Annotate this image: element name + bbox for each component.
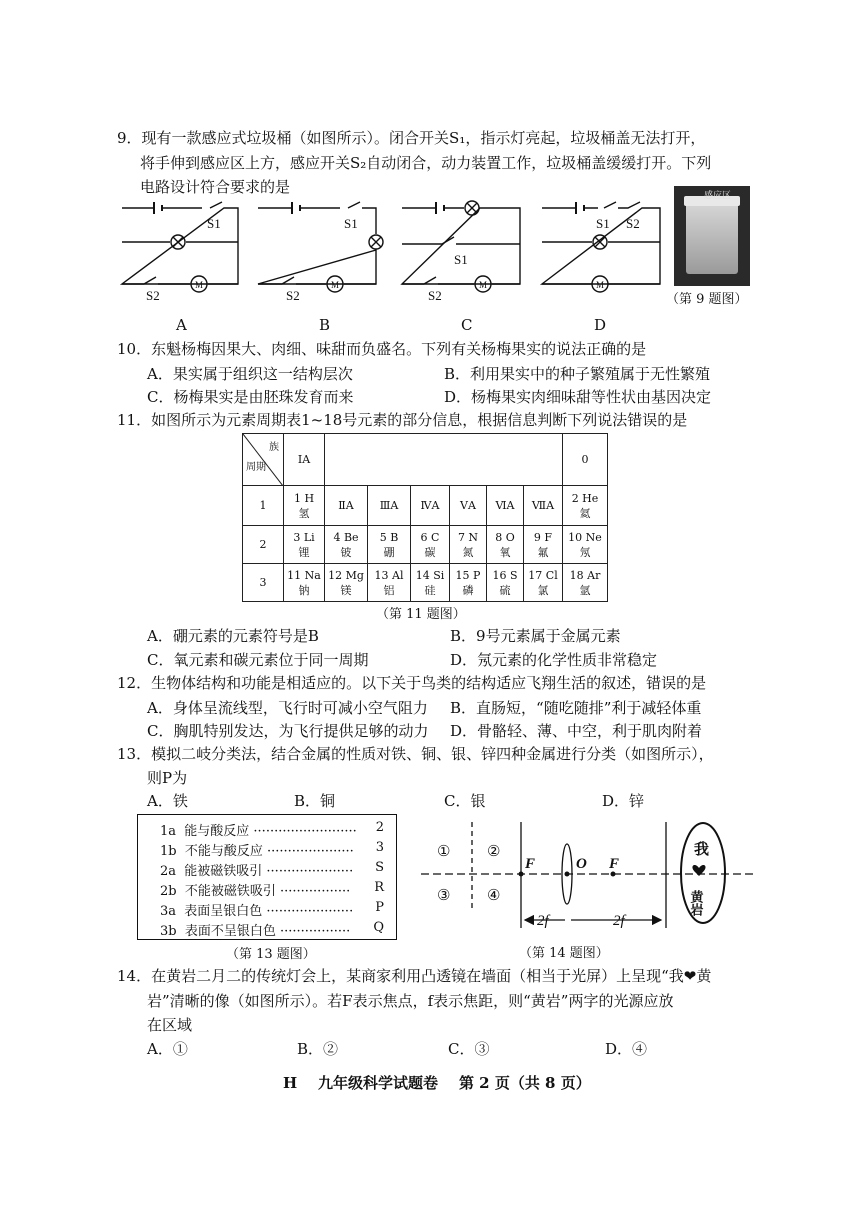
key-row: 2a 能被磁铁吸引 ····················· (160, 864, 354, 879)
q14-option-d: D．④ (605, 1040, 648, 1058)
q11-option-c: C．氧元素和碳元素位于同一周期 (147, 651, 369, 669)
element-ar: 18 Ar 氩 (563, 564, 608, 602)
focal-point-right (611, 872, 616, 877)
q9-stem-line2: 将手伸到感应区上方，感应开关S₂自动闭合，动力装置工作，垃圾桶盖缓缓打开。下列 (140, 154, 712, 172)
element-f: 9 F 氟 (524, 526, 563, 564)
q12-stem: 12．生物体结构和功能是相适应的。以下关于鸟类的结构适应飞翔生活的叙述，错误的是 (117, 674, 707, 692)
key-row: 3b 表面不呈银白色 ················· (160, 924, 351, 939)
q14-option-a: A．① (147, 1040, 188, 1058)
region-4: ④ (487, 888, 501, 904)
key-result: 3 (375, 840, 384, 855)
page-footer: H 九年级科学试题卷 第 2 页（共 8 页） (283, 1074, 591, 1092)
key-result: P (375, 900, 384, 915)
periodic-table (242, 433, 608, 602)
focal-point-left (519, 872, 524, 877)
element-he: 2 He 氦 (563, 486, 608, 526)
label-s1-b: S1 (344, 216, 358, 231)
circuit-c (402, 201, 520, 292)
group-va: ⅤA (450, 486, 487, 526)
q12-option-a: A．身体呈流线型，飞行时可减小空气阻力 (147, 699, 428, 717)
q14-stem-line3: 在区域 (147, 1016, 193, 1034)
label-s2-d: S2 (626, 216, 640, 231)
key-result: S (375, 860, 384, 875)
element-c: 6 C 碳 (411, 526, 450, 564)
q14-option-c: C．③ (448, 1040, 490, 1058)
q13-option-d: D．锌 (602, 792, 645, 810)
circuit-label-d: D (594, 316, 607, 334)
label-s2-b: S2 (286, 288, 300, 303)
q10-option-d: D．杨梅果实肉细味甜等性状由基因决定 (444, 388, 712, 406)
q9-caption: （第 9 题图） (666, 292, 748, 307)
key-row: 1b 不能与酸反应 ····················· (160, 844, 354, 859)
key-row: 3a 表面呈银白色 ····················· (160, 904, 354, 919)
q10-option-b: B．利用果实中的种子繁殖属于无性繁殖 (444, 365, 711, 383)
group-iia: ⅡA (325, 486, 368, 526)
label-s2-a: S2 (146, 288, 160, 303)
twof-label-right: 2f (613, 913, 625, 929)
circuit-label-c: C (461, 316, 473, 334)
q14-option-b: B．② (297, 1040, 339, 1058)
q13-option-c: C．银 (444, 792, 486, 810)
q13-option-a: A．铁 (147, 792, 188, 810)
q14-stem-line1: 14．在黄岩二月二的传统灯会上，某商家利用凸透镜在墙面（相当于光屏）上呈现“我❤黄 (117, 967, 712, 985)
sensor-zone-label: 感应区 (704, 191, 732, 201)
element-b: 5 B 硼 (368, 526, 411, 564)
element-s: 16 S 硫 (487, 564, 524, 602)
label-s2-c: S2 (428, 288, 442, 303)
label-s1-d: S1 (596, 216, 610, 231)
region-3: ③ (437, 888, 451, 904)
q13-stem-line1: 13．模拟二岐分类法，结合金属的性质对铁、铜、银、锌四种金属进行分类（如图所示）， (117, 745, 714, 763)
motor-a: M (195, 280, 204, 290)
q11-stem: 11．如图所示为元素周期表1~18号元素的部分信息，根据信息判断下列说法错误的是 (117, 411, 688, 429)
q12-option-c: C．胸肌特别发达，为飞行提供足够的动力 (147, 722, 429, 740)
element-p: 15 P 磷 (450, 564, 487, 602)
element-n: 7 N 氮 (450, 526, 487, 564)
key-result: 2 (375, 820, 384, 835)
group-via: ⅥA (487, 486, 524, 526)
key-result: Q (373, 920, 384, 935)
q13-caption: （第 13 题图） (226, 947, 316, 962)
optical-center-label: O (576, 856, 587, 872)
q13-option-b: B．铜 (294, 792, 336, 810)
q12-option-b: B．直肠短，“随吃随排”利于减轻体重 (450, 699, 702, 717)
element-al: 13 Al 铝 (368, 564, 411, 602)
q14-stem-line2: 岩”清晰的像（如图所示）。若F表示焦点，f表示焦距，则“黄岩”两字的光源应放 (147, 992, 674, 1010)
group-ia: IA (284, 434, 325, 486)
plaque-text-top: 我 (694, 842, 710, 858)
trash-can-photo (674, 186, 750, 286)
table-corner: 族 周期 (243, 434, 284, 486)
group-iva: ⅣA (411, 486, 450, 526)
key-row: 1a 能与酸反应 ························· (160, 824, 357, 839)
element-o: 8 O 氧 (487, 526, 524, 564)
element-ne: 10 Ne 氖 (563, 526, 608, 564)
q9-stem-line1: 9．现有一款感应式垃圾桶（如图所示）。闭合开关S₁，指示灯亮起，垃圾桶盖无法打开， (117, 129, 706, 147)
q11-option-a: A．硼元素的元素符号是B (147, 627, 319, 645)
group-iiia: ⅢA (368, 486, 411, 526)
group-viia: ⅦA (524, 486, 563, 526)
circuit-label-a: A (176, 316, 187, 334)
plaque-text-bottom: 黄岩 (688, 890, 704, 916)
circuit-label-b: B (319, 316, 331, 334)
focus-label-left: F (525, 856, 536, 872)
table-gap (325, 434, 563, 486)
q11-caption: （第 11 题图） (376, 607, 466, 622)
q9-stem-line3: 电路设计符合要求的是 (140, 178, 291, 196)
label-s1-a: S1 (207, 216, 221, 231)
focus-label-right: F (609, 856, 620, 872)
element-be: 4 Be 铍 (325, 526, 368, 564)
q10-option-a: A．果实属于组织这一结构层次 (147, 365, 353, 383)
motor-d: M (596, 280, 605, 290)
region-1: ① (437, 844, 451, 860)
q14-caption: （第 14 题图） (519, 946, 609, 961)
period-1: 1 (243, 486, 284, 526)
element-na: 11 Na 钠 (284, 564, 325, 602)
q11-option-b: B．9号元素属于金属元素 (450, 627, 621, 645)
lens-diagram (415, 818, 760, 942)
twof-label-left: 2f (537, 913, 549, 929)
period-3: 3 (243, 564, 284, 602)
element-h: 1 H 氢 (284, 486, 325, 526)
key-row: 2b 不能被磁铁吸引 ················· (160, 884, 351, 899)
group-0: 0 (563, 434, 608, 486)
q10-stem: 10．东魁杨梅因果大、肉细、味甜而负盛名。下列有关杨梅果实的说法正确的是 (117, 340, 647, 358)
q10-option-c: C．杨梅果实是由胚珠发育而来 (147, 388, 354, 406)
label-s1-c: S1 (454, 252, 468, 267)
key-result: R (374, 880, 384, 895)
motor-b: M (331, 280, 340, 290)
trash-can-body (686, 200, 738, 274)
element-si: 14 Si 硅 (411, 564, 450, 602)
optical-center (565, 872, 570, 877)
element-li: 3 Li 锂 (284, 526, 325, 564)
q13-stem-line2: 则P为 (147, 769, 188, 787)
element-cl: 17 Cl 氯 (524, 564, 563, 602)
element-mg: 12 Mg 镁 (325, 564, 368, 602)
q11-option-d: D．氖元素的化学性质非常稳定 (450, 651, 658, 669)
region-2: ② (487, 844, 501, 860)
period-2: 2 (243, 526, 284, 564)
q12-option-d: D．骨骼轻、薄、中空，利于肌肉附着 (450, 722, 703, 740)
circuit-b (258, 202, 383, 292)
circuit-diagrams (110, 198, 690, 310)
dichotomous-key (137, 814, 397, 940)
motor-c: M (479, 280, 488, 290)
